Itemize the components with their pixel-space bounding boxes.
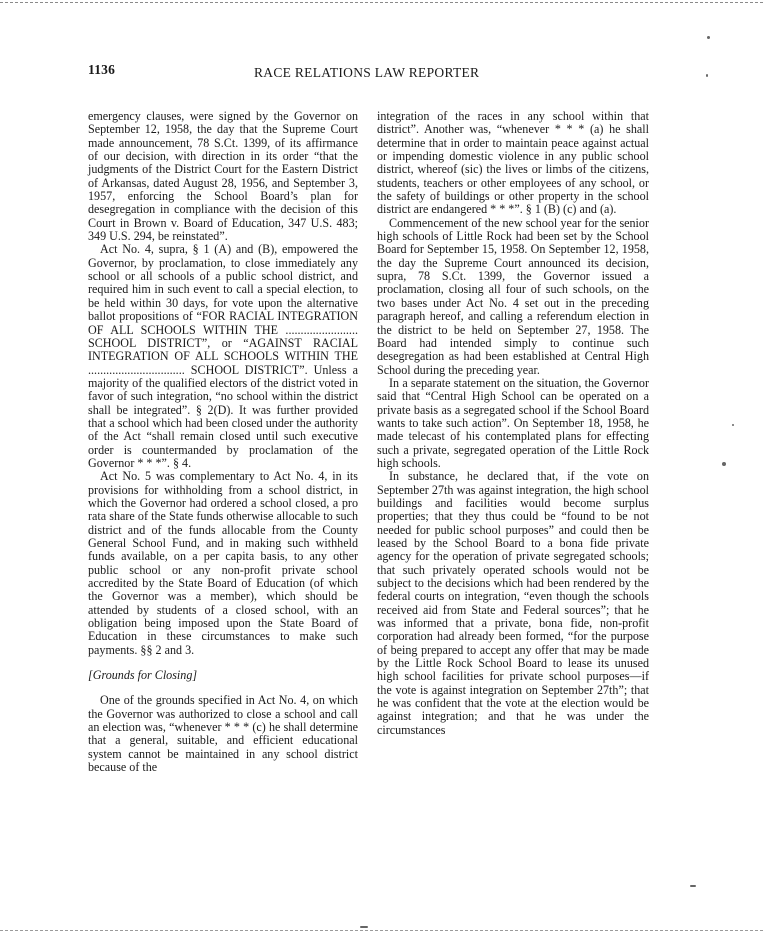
page-number: 1136 — [88, 62, 116, 77]
left-paragraph-4: One of the grounds specified in Act No. 4, on which the Governor was authorized to close a school and call an election was, “whenever * * * (c) he shall determine that a general, suitable, and efficient educational system cannot be maintained in any school district because of the — [88, 693, 358, 775]
scan-speck — [360, 926, 368, 928]
scan-speck — [706, 74, 708, 77]
scan-speck — [732, 424, 734, 426]
running-head: RACE RELATIONS LAW REPORTER — [254, 65, 480, 80]
left-paragraph-2: Act No. 4, supra, § 1 (A) and (B), empowered the Governor, by proclamation, to close immediately any school or all schools of a public school district, and required him in such event to call a special election, to be held within 30 days, for vote upon the alternative ballot propositions of “FOR RACIAL INTEGRATION OF ALL SCHOOLS WITHIN THE ........................ SCHOOL DISTRICT”, or “AGAINST RACIAL INTEGRATION OF ALL SCHOOLS WITHIN THE ................................ SCHOOL DISTRICT”. Unless a majority of the qualified electors of the district voted in favor of such integration, “no school within the district shall be integrated”. § 2(D). It was further provided that a school which had been closed under the authority of the Act “shall remain closed until such executive order is countermanded by proclamation of the Governor * * *”. § 4. — [88, 242, 358, 470]
left-paragraph-3: Act No. 5 was complementary to Act No. 4, in its provisions for withholding from a school district, in which the Governor had ordered a school closed, a pro rata share of the State funds otherwise allocable to such district and of the funds allocable from the County General School Fund, and in making such withheld funds available, on a per capita basis, to any other public school or any non-profit private school accredited by the State Board of Education (of which the Governor was a member), which should be attended by students of a closed school, with an obligation being imposed upon the State Board of Education in these circumstances to make such payments. §§ 2 and 3. — [88, 469, 358, 657]
top-scan-border — [0, 2, 763, 3]
scan-speck — [707, 36, 710, 39]
scan-speck — [690, 885, 696, 887]
bottom-scan-border — [0, 930, 763, 931]
right-column — [377, 110, 649, 737]
left-paragraph-1: emergency clauses, were signed by the Governor on September 12, 1958, the day that the Supreme Court made announcement, 78 S.Ct. 1399, of its affirmance of our decision, with direction in its order “that the judgments of the District Court for the Eastern District of Arkansas, dated August 28, 1956, and September 3, 1957, enforcing the School Board’s plan for desegregation in compliance with the decision of this Court in Brown v. Board of Education, 347 U.S. 483; 349 U.S. 294, be reinstated”. — [88, 109, 358, 244]
right-paragraph-4: In substance, he declared that, if the vote on September 27th was against integration, the high school buildings and facilities would become surplus properties; that they thus could be “found to be not needed for public school purposes” and could then be leased by the School Board to a bona fide private agency for the operation of private segregated schools; that such privately operated schools would not be subject to the decisions which had been rendered by the federal courts on integration, “even though the schools received aid from State and Federal sources”; that he was informed that a private, bona fide, non-profit corporation had already been formed, “for the purpose of being prepared to accept any offer that may be made by the Little Rock School Board to lease its unused high school facilities for private school purposes—if the vote is against integration on September 27th”; that he was confident that the vote at the election would be against integration; and that he was under the circumstances — [377, 469, 649, 737]
right-paragraph-2: Commencement of the new school year for the senior high schools of Little Rock had been set by the School Board for September 15, 1958. On September 12, 1958, the day the Supreme Court announced its decision, supra, 78 S.Ct. 1399, the Governor issued a proclamation, closing all four of such schools, on the two bases under Act No. 4 set out in the preceding paragraph hereof, and calling a referendum election in the district to be held on September 27, 1958. The Board had intended simply to continue such desegregation as had been established at Central High School during the preceding year. — [377, 215, 649, 377]
left-column — [88, 110, 358, 775]
right-paragraph-3: In a separate statement on the situation, the Governor said that “Central High School can be operated on a private basis as a segregated school if the School Board wants to take such action”. On September 18, 1958, he made telecast of his contemplated plans for effecting such a private, segregated operation of the Little Rock high schools. — [377, 375, 649, 470]
section-heading: [Grounds for Closing] — [88, 668, 198, 683]
right-paragraph-1: integration of the races in any school within that district”. Another was, “whenever * * * (a) he shall determine that in order to maintain peace against actual or impending domestic violence in any public school district, whereof (sic) the lives or limbs of the citizens, students, teachers or other employees of any school, or the safety of buildings or other property in the school district are endangered * * *”. § 1 (B) (c) and (a). — [377, 109, 649, 217]
scan-speck — [722, 462, 726, 466]
